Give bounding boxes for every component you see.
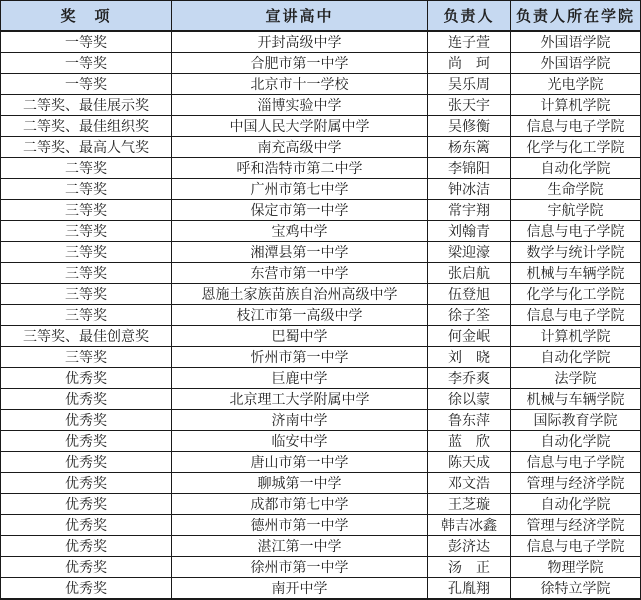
college-cell: 物理学院 [511,557,641,578]
award-cell: 二等奖、最佳展示奖 [1,95,172,116]
award-cell: 优秀奖 [1,368,172,389]
person-cell: 张启航 [428,263,511,284]
college-cell: 国际教育学院 [511,410,641,431]
award-cell: 一等奖 [1,53,172,74]
award-cell: 优秀奖 [1,578,172,600]
school-cell: 临安中学 [172,431,428,452]
school-cell: 宝鸡中学 [172,221,428,242]
award-cell: 三等奖 [1,284,172,305]
college-cell: 法学院 [511,368,641,389]
school-cell: 东营市第一中学 [172,263,428,284]
awards-table-header [1,1,641,32]
person-cell: 蓝 欣 [428,431,511,452]
table-row [1,557,641,578]
school-cell: 巨鹿中学 [172,368,428,389]
award-cell: 优秀奖 [1,452,172,473]
award-cell: 优秀奖 [1,557,172,578]
person-cell: 吴修衡 [428,116,511,137]
college-cell: 光电学院 [511,74,641,95]
college-cell: 计算机学院 [511,95,641,116]
award-cell: 优秀奖 [1,536,172,557]
school-cell: 南开中学 [172,578,428,600]
person-cell: 刘 晓 [428,347,511,368]
table-row [1,53,641,74]
award-cell: 优秀奖 [1,410,172,431]
school-cell: 湛江第一中学 [172,536,428,557]
award-cell: 三等奖 [1,347,172,368]
college-cell: 信息与电子学院 [511,305,641,326]
award-cell: 三等奖 [1,263,172,284]
school-cell: 德州市第一中学 [172,515,428,536]
award-cell: 三等奖 [1,305,172,326]
award-cell: 优秀奖 [1,473,172,494]
college-cell: 自动化学院 [511,347,641,368]
person-cell: 王芝璇 [428,494,511,515]
school-cell: 徐州市第一中学 [172,557,428,578]
award-cell: 优秀奖 [1,515,172,536]
table-row [1,410,641,431]
award-cell: 三等奖 [1,242,172,263]
person-cell: 李乔爽 [428,368,511,389]
table-row [1,431,641,452]
award-cell: 优秀奖 [1,494,172,515]
award-cell: 优秀奖 [1,389,172,410]
school-cell: 北京理工大学附属中学 [172,389,428,410]
college-cell: 自动化学院 [511,158,641,179]
table-row [1,368,641,389]
table-row [1,578,641,600]
person-cell: 邓文浩 [428,473,511,494]
school-cell: 忻州市第一中学 [172,347,428,368]
table-row [1,179,641,200]
table-row [1,326,641,347]
person-cell: 鲁东萍 [428,410,511,431]
college-cell: 信息与电子学院 [511,536,641,557]
column-header-school: 宣讲高中 [172,1,428,32]
award-cell: 二等奖、最高人气奖 [1,137,172,158]
school-cell: 中国人民大学附属中学 [172,116,428,137]
person-cell: 韩吉冰鑫 [428,515,511,536]
school-cell: 南充高级中学 [172,137,428,158]
person-cell: 彭济达 [428,536,511,557]
school-cell: 湘潭县第一中学 [172,242,428,263]
person-cell: 汤 正 [428,557,511,578]
school-cell: 枝江市第一高级中学 [172,305,428,326]
table-row [1,305,641,326]
person-cell: 连子萱 [428,31,511,53]
college-cell: 信息与电子学院 [511,221,641,242]
person-cell: 徐子筌 [428,305,511,326]
award-cell: 二等奖 [1,179,172,200]
school-cell: 合肥市第一中学 [172,53,428,74]
college-cell: 生命学院 [511,179,641,200]
college-cell: 数学与统计学院 [511,242,641,263]
school-cell: 保定市第一中学 [172,200,428,221]
award-cell: 三等奖 [1,200,172,221]
award-cell: 三等奖、最佳创意奖 [1,326,172,347]
person-cell: 李锦阳 [428,158,511,179]
school-cell: 成都市第七中学 [172,494,428,515]
award-cell: 二等奖、最佳组织奖 [1,116,172,137]
person-cell: 尚 珂 [428,53,511,74]
column-header-award: 奖 项 [1,1,172,32]
awards-table-body [1,31,641,599]
school-cell: 呼和浩特市第二中学 [172,158,428,179]
table-row [1,536,641,557]
table-row [1,473,641,494]
school-cell: 恩施土家族苗族自治州高级中学 [172,284,428,305]
person-cell: 伍登旭 [428,284,511,305]
table-row [1,452,641,473]
college-cell: 信息与电子学院 [511,116,641,137]
college-cell: 宇航学院 [511,200,641,221]
column-header-college: 负责人所在学院 [511,1,641,32]
award-cell: 一等奖 [1,31,172,53]
person-cell: 张天宇 [428,95,511,116]
table-row [1,221,641,242]
college-cell: 徐特立学院 [511,578,641,600]
school-cell: 聊城第一中学 [172,473,428,494]
college-cell: 外国语学院 [511,53,641,74]
school-cell: 北京市十一学校 [172,74,428,95]
school-cell: 巴蜀中学 [172,326,428,347]
college-cell: 管理与经济学院 [511,515,641,536]
award-cell: 二等奖 [1,158,172,179]
table-row [1,200,641,221]
table-row [1,116,641,137]
person-cell: 杨东篱 [428,137,511,158]
college-cell: 机械与车辆学院 [511,263,641,284]
award-cell: 一等奖 [1,74,172,95]
college-cell: 外国语学院 [511,31,641,53]
table-row [1,31,641,53]
college-cell: 信息与电子学院 [511,452,641,473]
header-row [1,1,641,32]
table-row [1,242,641,263]
school-cell: 淄博实验中学 [172,95,428,116]
person-cell: 梁迎濠 [428,242,511,263]
school-cell: 济南中学 [172,410,428,431]
school-cell: 开封高级中学 [172,31,428,53]
person-cell: 钟冰洁 [428,179,511,200]
person-cell: 常宇翔 [428,200,511,221]
table-row [1,137,641,158]
person-cell: 吴乐周 [428,74,511,95]
table-row [1,515,641,536]
table-row [1,494,641,515]
table-row [1,158,641,179]
column-header-person: 负责人 [428,1,511,32]
college-cell: 化学与化工学院 [511,284,641,305]
award-cell: 三等奖 [1,221,172,242]
college-cell: 管理与经济学院 [511,473,641,494]
college-cell: 自动化学院 [511,431,641,452]
school-cell: 唐山市第一中学 [172,452,428,473]
person-cell: 徐以蒙 [428,389,511,410]
college-cell: 化学与化工学院 [511,137,641,158]
table-row [1,263,641,284]
person-cell: 孔胤翔 [428,578,511,600]
table-row [1,347,641,368]
table-row [1,284,641,305]
person-cell: 陈天成 [428,452,511,473]
table-row [1,95,641,116]
college-cell: 计算机学院 [511,326,641,347]
table-row [1,389,641,410]
person-cell: 何金岷 [428,326,511,347]
college-cell: 自动化学院 [511,494,641,515]
award-cell: 优秀奖 [1,431,172,452]
school-cell: 广州市第七中学 [172,179,428,200]
table-row [1,74,641,95]
college-cell: 机械与车辆学院 [511,389,641,410]
person-cell: 刘翰青 [428,221,511,242]
